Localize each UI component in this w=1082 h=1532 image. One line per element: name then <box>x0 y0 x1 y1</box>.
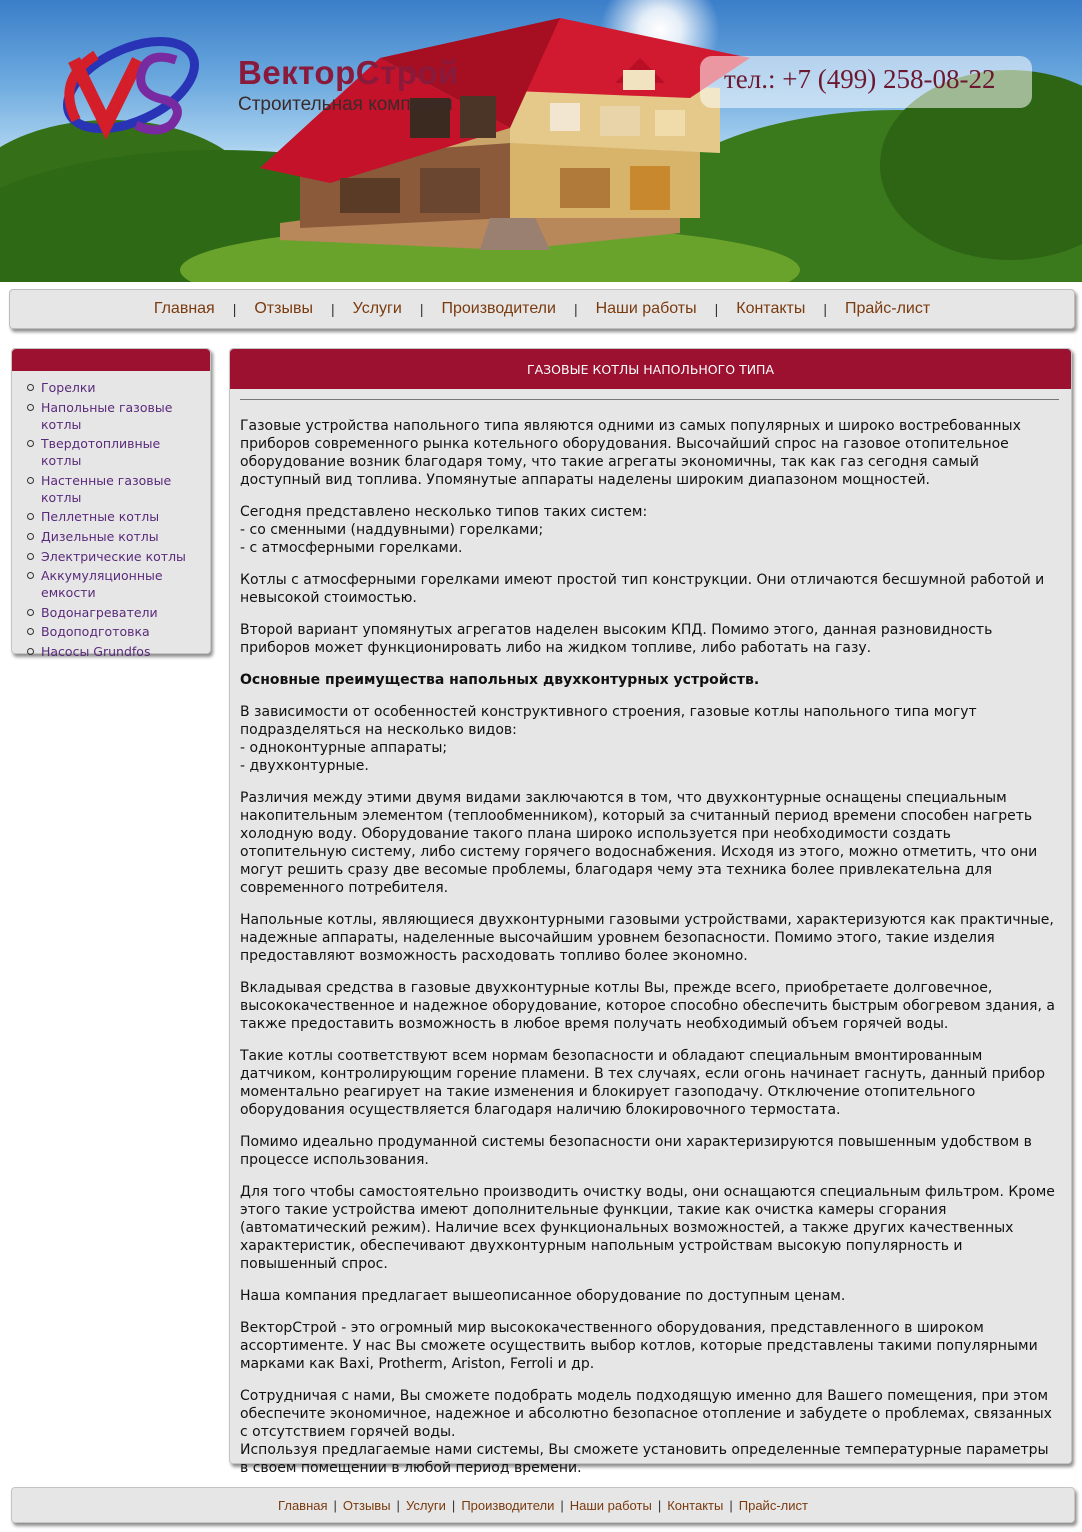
footer-link-price-list[interactable]: Прайс-лист <box>738 1497 808 1513</box>
article-paragraph: В зависимости от особенностей конструктивного строения, газовые котлы напольного типа могут подразделяться на несколько видов: - одноконтурные аппараты; - двухконтурные. <box>240 704 977 774</box>
article-paragraph: Помимо идеально продуманной системы безопасности они характеризируются повышенным удобством в процессе использования. <box>240 1134 1032 1168</box>
article-paragraph: ВекторСтрой - это огромный мир высококачественного оборудования, представленного в широком ассортименте. У нас Вы сможете осуществить выбор котлов, которые представлены такими популярными марками как Baxi, Protherm, Ariston, Ferroli и др. <box>240 1320 1038 1372</box>
sidebar-link[interactable]: Электрические котлы <box>41 548 186 564</box>
article-paragraph: Для того чтобы самостоятельно производить очистку воды, они оснащаются специальным фильтром. Кроме этого такие устройства имеют дополнительные функции, такие как очистка камеры сгорания (автоматический режим). Наличие всех функциональных возможностей, а также других качественных характеристик, обеспечивают двухконтурным напольным устройствам высокую популярность и повышенный спрос. <box>240 1184 1055 1272</box>
footer-link-our-works[interactable]: Наши работы <box>569 1497 652 1513</box>
sidebar-link[interactable]: Горелки <box>41 380 96 395</box>
article-paragraph: Сотрудничая с нами, Вы сможете подобрать модель подходящую именно для Вашего помещения, при этом обеспечите экономичное, надежное и абсолютно безопасное отопление и забудете о проблемах, связанных с отсутствием горячей воды. Используя предлагаемые нами системы, Вы сможете установить определенные температурные параметры в своем помещении в любой период времени. <box>240 1388 1052 1476</box>
footer-link-home[interactable]: Главная <box>278 1497 328 1513</box>
article-paragraph: Второй вариант упомянутых агрегатов наделен высоким КПД. Помимо этого, данная разновидность приборов может функционировать либо на жидком топливе, либо работать на газу. <box>240 622 993 656</box>
sidebar-item-solid-fuel-boilers <box>26 435 204 469</box>
sidebar-item-wall-gas-boilers <box>26 472 204 506</box>
nav-link-contacts[interactable]: Контакты <box>736 300 806 317</box>
nav-link-home[interactable]: Главная <box>153 300 215 317</box>
article-paragraph: Напольные котлы, являющиеся двухконтурными газовыми устройствами, характеризуются как практичные, надежные аппараты, наделенные высочайшим уровнем безопасности. Помимо этого, такие изделия предоставляют возможность расходовать топливо более экономно. <box>240 912 1054 964</box>
nav-link-manufacturers[interactable]: Производители <box>441 300 556 317</box>
sidebar-menu <box>12 371 210 660</box>
article-paragraph: Вкладывая средства в газовые двухконтурные котлы Вы, прежде всего, приобретаете долговечное, высококачественное и надежное оборудование, которое способно обеспечить быстрым обогревом здания, а также предоставить возможность в любое время получать необходимый объем горячей воды. <box>240 980 1055 1032</box>
footer-separator: | <box>451 1497 456 1513</box>
nav-separator: | <box>573 301 578 317</box>
nav-link-our-works[interactable]: Наши работы <box>595 300 697 317</box>
footer-separator: | <box>657 1497 662 1513</box>
footer-nav <box>11 1487 1075 1523</box>
sidebar-item-electric-boilers <box>26 548 204 565</box>
nav-link-services[interactable]: Услуги <box>352 300 402 317</box>
article-body <box>230 400 1071 1477</box>
sidebar-header-bar <box>12 349 210 371</box>
logo-icon <box>56 30 206 140</box>
sidebar-link[interactable]: Твердотопливные котлы <box>41 436 161 469</box>
nav-link-reviews[interactable]: Отзывы <box>254 300 313 317</box>
main-content <box>229 348 1072 1476</box>
sidebar-item-burners <box>26 379 204 396</box>
nav-separator: | <box>330 301 335 317</box>
phone-number: тел.: +7 (499) 258-08-22 <box>724 64 996 94</box>
article-subheading: Основные преимущества напольных двухконтурных устройств. <box>240 672 760 688</box>
sidebar-link[interactable]: Водонагреватели <box>41 604 158 620</box>
sidebar-link[interactable]: Аккумуляционные емкости <box>41 568 163 601</box>
sidebar-link[interactable]: Дизельные котлы <box>41 528 159 544</box>
article-paragraph: Наша компания предлагает вышеописанное оборудование по доступным ценам. <box>240 1288 846 1304</box>
brand-name: ВекторСтрой <box>238 54 459 91</box>
nav-separator: | <box>823 301 827 317</box>
nav-separator: | <box>714 301 719 317</box>
nav-separator: | <box>419 301 424 317</box>
article-paragraph: Сегодня представлено несколько типов таких систем: - со сменными (наддувными) горелками; - с атмосферными горелками. <box>240 504 648 556</box>
sidebar-link[interactable]: Напольные газовые котлы <box>41 399 173 432</box>
sidebar-item-storage-tanks <box>26 567 204 601</box>
sidebar-item-floor-gas-boilers <box>26 399 204 433</box>
content-title-bar <box>230 349 1071 389</box>
sidebar-link[interactable]: Водоподготовка <box>41 624 150 640</box>
article-paragraph: Различия между этими двумя видами заключаются в том, что двухконтурные оснащены специальным накопительным элементом (теплообменником), который за считанный период времени способен нагреть холодную воду. Оборудование такого плана широко используется при необходимости создать отопительную систему, либо систему горячего водоснабжения. Исходя из этого, можно отметить, что они могут решить сразу две весомые проблемы, благодаря чему эта техника более привлекательна для современного потребителя. <box>240 790 1038 896</box>
brand-subtitle: Строительная компания <box>238 94 453 115</box>
nav-link-price-list[interactable]: Прайс-лист <box>845 300 931 317</box>
sidebar-item-pellet-boilers <box>26 508 204 525</box>
footer-link-reviews[interactable]: Отзывы <box>342 1497 391 1513</box>
sidebar-item-diesel-boilers <box>26 528 204 545</box>
footer-link-contacts[interactable]: Контакты <box>667 1497 724 1513</box>
sidebar-link[interactable]: Насосы Grundfos <box>41 643 151 659</box>
page-title: ГАЗОВЫЕ КОТЛЫ НАПОЛЬНОГО ТИПА <box>526 361 775 377</box>
sidebar-item-water-treatment <box>26 623 204 640</box>
article-paragraph: Котлы с атмосферными горелками имеют простой тип конструкции. Они отличаются бесшумной работой и невысокой стоимостью. <box>240 572 1045 606</box>
sidebar-link[interactable]: Настенные газовые котлы <box>41 472 172 505</box>
article-paragraph: Такие котлы соответствуют всем нормам безопасности и обладают специальным вмонтированным датчиком, контролирующим горение пламени. В тех случаях, если огонь начинает гаснуть, данный прибор моментально реагирует на такие изменения и блокирует газоподачу. Отключение отопительного оборудования осуществляется благодаря наличию блокировочного термостата. <box>240 1048 1046 1118</box>
nav-separator: | <box>232 301 237 317</box>
footer-separator: | <box>333 1497 337 1513</box>
main-nav <box>9 289 1075 329</box>
footer-link-services[interactable]: Услуги <box>405 1497 446 1513</box>
footer-separator: | <box>560 1497 564 1513</box>
article-paragraph: Газовые устройства напольного типа являются одними из самых популярных и широко востребованных приборов современного рынка котельного оборудования. Высочайший спрос на газовое отопительное оборудование возник благодаря тому, что такие агрегаты экономичны, так как газ сегодня самый доступный вид топлива. Упомянутые аппараты наделены широким диапазоном мощностей. <box>240 418 1021 488</box>
sidebar <box>11 348 211 659</box>
sidebar-item-water-heaters <box>26 604 204 621</box>
sidebar-item-grundfos-pumps <box>26 643 204 660</box>
footer-link-manufacturers[interactable]: Производители <box>461 1497 555 1513</box>
footer-separator: | <box>729 1497 733 1513</box>
sidebar-link[interactable]: Пеллетные котлы <box>41 509 160 525</box>
footer-separator: | <box>396 1497 400 1513</box>
header-banner <box>0 0 1082 282</box>
